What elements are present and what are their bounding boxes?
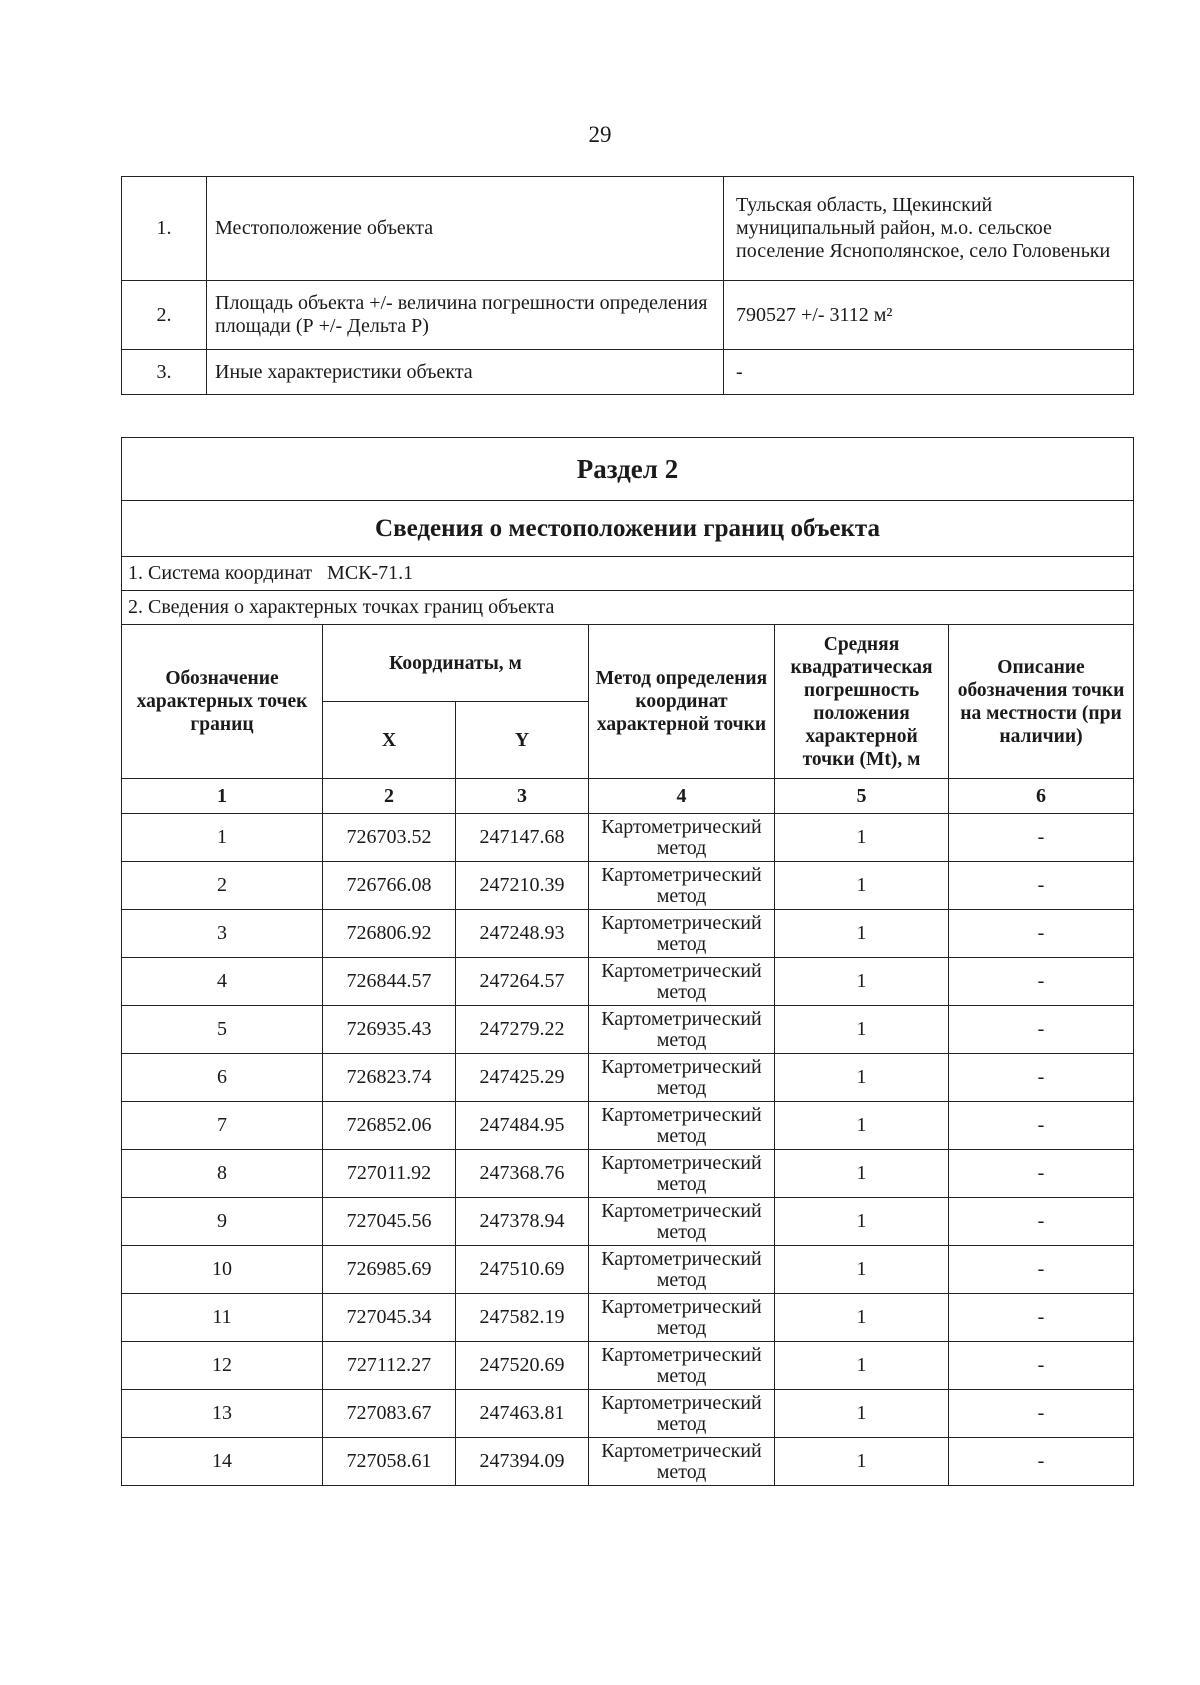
header-coordinates: Координаты, м	[323, 625, 589, 702]
point-x: 726985.69	[323, 1246, 456, 1294]
point-id: 1	[122, 814, 323, 862]
header-description: Описание обозначения точки на местности (при наличии)	[949, 625, 1134, 779]
point-x: 726806.92	[323, 910, 456, 958]
point-id: 6	[122, 1054, 323, 1102]
point-x: 726935.43	[323, 1006, 456, 1054]
point-error: 1	[775, 1150, 949, 1198]
table-row	[122, 1294, 1134, 1342]
page-number: 29	[588, 122, 612, 147]
point-method: Картометрический метод	[589, 1150, 775, 1198]
point-y: 247248.93	[456, 910, 589, 958]
object-info-row	[122, 350, 1134, 395]
point-x: 726844.57	[323, 958, 456, 1006]
point-method: Картометрический метод	[589, 1246, 775, 1294]
point-id: 14	[122, 1438, 323, 1486]
point-id: 12	[122, 1342, 323, 1390]
coordinate-system: 1. Система координат МСК-71.1	[122, 557, 1134, 591]
point-id: 2	[122, 862, 323, 910]
point-error: 1	[775, 1390, 949, 1438]
point-method: Картометрический метод	[589, 958, 775, 1006]
row-number: 2.	[122, 281, 207, 350]
point-description: -	[949, 958, 1134, 1006]
point-method: Картометрический метод	[589, 1102, 775, 1150]
point-y: 247210.39	[456, 862, 589, 910]
header-error: Средняя квадратическая погрешность положения характерной точки (Mt), м	[775, 625, 949, 779]
point-description: -	[949, 1006, 1134, 1054]
point-id: 5	[122, 1006, 323, 1054]
object-info-row	[122, 281, 1134, 350]
point-y: 247463.81	[456, 1390, 589, 1438]
point-id: 13	[122, 1390, 323, 1438]
point-error: 1	[775, 862, 949, 910]
point-y: 247147.68	[456, 814, 589, 862]
point-description: -	[949, 1246, 1134, 1294]
table-row	[122, 958, 1134, 1006]
column-index: 3	[456, 779, 589, 814]
point-x: 726703.52	[323, 814, 456, 862]
point-error: 1	[775, 1294, 949, 1342]
point-y: 247368.76	[456, 1150, 589, 1198]
point-error: 1	[775, 1198, 949, 1246]
table-row	[122, 1006, 1134, 1054]
table-row	[122, 1198, 1134, 1246]
point-error: 1	[775, 1246, 949, 1294]
row-value: Тульская область, Щекинский муниципальный район, м.о. сельское поселение Яснополянское, село Головеньки	[724, 177, 1134, 281]
point-method: Картометрический метод	[589, 1294, 775, 1342]
section-subtitle: Сведения о местоположении границ объекта	[122, 501, 1134, 557]
table-row	[122, 1102, 1134, 1150]
point-y: 247582.19	[456, 1294, 589, 1342]
point-method: Картометрический метод	[589, 1390, 775, 1438]
row-number: 3.	[122, 350, 207, 395]
point-method: Картометрический метод	[589, 1198, 775, 1246]
row-number: 1.	[122, 177, 207, 281]
point-method: Картометрический метод	[589, 1438, 775, 1486]
row-label: Иные характеристики объекта	[207, 350, 724, 395]
point-error: 1	[775, 1342, 949, 1390]
point-description: -	[949, 1150, 1134, 1198]
point-y: 247510.69	[456, 1246, 589, 1294]
table-row	[122, 910, 1134, 958]
point-x: 727045.56	[323, 1198, 456, 1246]
point-id: 4	[122, 958, 323, 1006]
point-error: 1	[775, 1102, 949, 1150]
point-description: -	[949, 1342, 1134, 1390]
point-x: 726766.08	[323, 862, 456, 910]
point-id: 3	[122, 910, 323, 958]
point-error: 1	[775, 910, 949, 958]
point-y: 247520.69	[456, 1342, 589, 1390]
point-x: 727058.61	[323, 1438, 456, 1486]
point-id: 11	[122, 1294, 323, 1342]
table-row	[122, 1438, 1134, 1486]
point-error: 1	[775, 958, 949, 1006]
point-description: -	[949, 910, 1134, 958]
header-x: X	[323, 702, 456, 779]
point-description: -	[949, 862, 1134, 910]
object-info-row	[122, 177, 1134, 281]
column-index-row	[122, 779, 1134, 814]
point-method: Картометрический метод	[589, 1342, 775, 1390]
boundary-points-table	[121, 437, 1134, 1486]
point-description: -	[949, 1054, 1134, 1102]
table-row	[122, 1054, 1134, 1102]
point-description: -	[949, 1102, 1134, 1150]
point-id: 7	[122, 1102, 323, 1150]
points-caption: 2. Сведения о характерных точках границ объекта	[122, 591, 1134, 625]
point-x: 726852.06	[323, 1102, 456, 1150]
table-row	[122, 1390, 1134, 1438]
table-row	[122, 862, 1134, 910]
point-id: 10	[122, 1246, 323, 1294]
point-y: 247425.29	[456, 1054, 589, 1102]
column-index: 4	[589, 779, 775, 814]
point-method: Картометрический метод	[589, 862, 775, 910]
point-method: Картометрический метод	[589, 910, 775, 958]
point-y: 247279.22	[456, 1006, 589, 1054]
column-index: 1	[122, 779, 323, 814]
point-error: 1	[775, 1006, 949, 1054]
point-description: -	[949, 1390, 1134, 1438]
point-description: -	[949, 1198, 1134, 1246]
point-error: 1	[775, 1054, 949, 1102]
header-y: Y	[456, 702, 589, 779]
point-x: 727083.67	[323, 1390, 456, 1438]
object-info-table	[121, 176, 1134, 395]
header-designation: Обозначение характерных точек границ	[122, 625, 323, 779]
point-description: -	[949, 814, 1134, 862]
table-row	[122, 1342, 1134, 1390]
point-method: Картометрический метод	[589, 1054, 775, 1102]
point-y: 247264.57	[456, 958, 589, 1006]
point-description: -	[949, 1294, 1134, 1342]
point-error: 1	[775, 1438, 949, 1486]
point-y: 247394.09	[456, 1438, 589, 1486]
point-description: -	[949, 1438, 1134, 1486]
point-id: 8	[122, 1150, 323, 1198]
point-method: Картометрический метод	[589, 1006, 775, 1054]
column-index: 5	[775, 779, 949, 814]
point-y: 247378.94	[456, 1198, 589, 1246]
point-error: 1	[775, 814, 949, 862]
table-row	[122, 814, 1134, 862]
point-id: 9	[122, 1198, 323, 1246]
row-label: Площадь объекта +/- величина погрешности определения площади (Р +/- Дельта Р)	[207, 281, 724, 350]
column-index: 6	[949, 779, 1134, 814]
table-row	[122, 1246, 1134, 1294]
row-value: -	[724, 350, 1134, 395]
point-x: 726823.74	[323, 1054, 456, 1102]
section-title: Раздел 2	[122, 438, 1134, 501]
row-label: Местоположение объекта	[207, 177, 724, 281]
point-x: 727045.34	[323, 1294, 456, 1342]
row-value: 790527 +/- 3112 м²	[724, 281, 1134, 350]
point-method: Картометрический метод	[589, 814, 775, 862]
header-method: Метод определения координат характерной точки	[589, 625, 775, 779]
point-x: 727011.92	[323, 1150, 456, 1198]
point-x: 727112.27	[323, 1342, 456, 1390]
point-y: 247484.95	[456, 1102, 589, 1150]
column-index: 2	[323, 779, 456, 814]
table-row	[122, 1150, 1134, 1198]
